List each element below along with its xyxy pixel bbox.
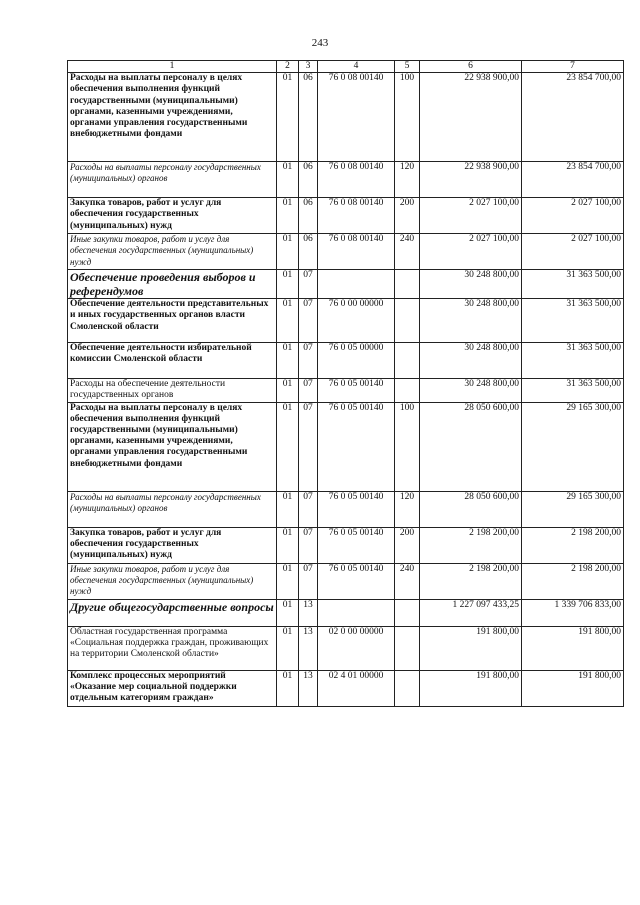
row-csr <box>318 599 395 626</box>
row-rz: 01 <box>277 491 299 527</box>
table-row <box>68 670 624 706</box>
row-sum-2: 31 363 500,00 <box>522 270 624 299</box>
row-pr: 07 <box>299 299 318 343</box>
header-col-6: 6 <box>420 61 522 73</box>
row-rz: 01 <box>277 402 299 491</box>
row-vr: 100 <box>395 402 420 491</box>
header-col-7: 7 <box>522 61 624 73</box>
row-sum-2: 29 165 300,00 <box>522 402 624 491</box>
row-vr <box>395 670 420 706</box>
row-sum-2: 2 027 100,00 <box>522 198 624 234</box>
row-sum-1: 30 248 800,00 <box>420 299 522 343</box>
table-row <box>68 402 624 491</box>
row-vr: 120 <box>395 491 420 527</box>
row-name: Иные закупки товаров, работ и услуг для обеспечения государственных (муниципальных) нужд <box>68 234 277 270</box>
row-rz: 01 <box>277 343 299 379</box>
table-row <box>68 73 624 162</box>
row-csr <box>318 270 395 299</box>
header-col-2: 2 <box>277 61 299 73</box>
row-sum-2: 23 854 700,00 <box>522 73 624 162</box>
row-vr <box>395 343 420 379</box>
row-sum-1: 28 050 600,00 <box>420 402 522 491</box>
row-pr: 06 <box>299 73 318 162</box>
row-sum-1: 28 050 600,00 <box>420 491 522 527</box>
row-sum-2: 2 027 100,00 <box>522 234 624 270</box>
row-rz: 01 <box>277 234 299 270</box>
row-csr: 76 0 08 00140 <box>318 162 395 198</box>
row-sum-1: 2 027 100,00 <box>420 198 522 234</box>
row-csr: 76 0 05 00140 <box>318 563 395 599</box>
row-sum-1: 2 198 200,00 <box>420 563 522 599</box>
row-rz: 01 <box>277 379 299 402</box>
row-name: Другие общегосударственные вопросы <box>68 599 277 626</box>
row-vr <box>395 626 420 670</box>
row-pr: 06 <box>299 198 318 234</box>
row-vr <box>395 599 420 626</box>
row-sum-2: 2 198 200,00 <box>522 563 624 599</box>
row-sum-1: 2 198 200,00 <box>420 527 522 563</box>
row-name: Расходы на выплаты персоналу в целях обеспечения выполнения функций государственными (муниципальными) органами, казенными учреждениями, органами управления государственными внебюджетными фондами <box>68 402 277 491</box>
row-csr: 76 0 00 00000 <box>318 299 395 343</box>
row-vr: 200 <box>395 527 420 563</box>
row-sum-2: 31 363 500,00 <box>522 299 624 343</box>
row-csr: 76 0 05 00140 <box>318 491 395 527</box>
table-row <box>68 162 624 198</box>
row-sum-1: 191 800,00 <box>420 670 522 706</box>
row-vr: 240 <box>395 563 420 599</box>
row-pr: 07 <box>299 527 318 563</box>
row-vr <box>395 379 420 402</box>
row-pr: 07 <box>299 379 318 402</box>
row-sum-1: 1 227 097 433,25 <box>420 599 522 626</box>
row-name: Обеспечение деятельности представительных и иных государственных органов власти Смоленской области <box>68 299 277 343</box>
row-sum-1: 22 938 900,00 <box>420 162 522 198</box>
row-name: Расходы на выплаты персоналу государственных (муниципальных) органов <box>68 491 277 527</box>
table-row <box>68 234 624 270</box>
row-sum-1: 22 938 900,00 <box>420 73 522 162</box>
table-row <box>68 563 624 599</box>
row-rz: 01 <box>277 299 299 343</box>
row-sum-2: 2 198 200,00 <box>522 527 624 563</box>
row-sum-2: 31 363 500,00 <box>522 379 624 402</box>
row-name: Расходы на выплаты персоналу государственных (муниципальных) органов <box>68 162 277 198</box>
page-number: 243 <box>311 37 329 49</box>
row-sum-2: 29 165 300,00 <box>522 491 624 527</box>
row-sum-2: 191 800,00 <box>522 626 624 670</box>
row-rz: 01 <box>277 162 299 198</box>
row-csr: 76 0 05 00140 <box>318 527 395 563</box>
row-rz: 01 <box>277 563 299 599</box>
header-col-4: 4 <box>318 61 395 73</box>
row-sum-2: 31 363 500,00 <box>522 343 624 379</box>
table-row <box>68 343 624 379</box>
row-pr: 06 <box>299 162 318 198</box>
row-name: Расходы на выплаты персоналу в целях обеспечения выполнения функций государственными (муниципальными) органами, казенными учреждениями, органами управления государственными внебюджетными фондами <box>68 73 277 162</box>
row-pr: 13 <box>299 626 318 670</box>
row-pr: 13 <box>299 670 318 706</box>
row-rz: 01 <box>277 527 299 563</box>
table-row <box>68 198 624 234</box>
row-rz: 01 <box>277 73 299 162</box>
header-col-5: 5 <box>395 61 420 73</box>
row-vr <box>395 299 420 343</box>
row-csr: 76 0 05 00000 <box>318 343 395 379</box>
row-sum-2: 23 854 700,00 <box>522 162 624 198</box>
row-sum-1: 30 248 800,00 <box>420 270 522 299</box>
row-sum-1: 30 248 800,00 <box>420 379 522 402</box>
row-sum-2: 1 339 706 833,00 <box>522 599 624 626</box>
row-csr: 76 0 08 00140 <box>318 73 395 162</box>
row-csr: 76 0 08 00140 <box>318 198 395 234</box>
row-name: Иные закупки товаров, работ и услуг для обеспечения государственных (муниципальных) нужд <box>68 563 277 599</box>
row-name: Комплекс процессных мероприятий «Оказание мер социальной поддержки отдельным категориям граждан» <box>68 670 277 706</box>
row-vr: 100 <box>395 73 420 162</box>
row-csr: 76 0 05 00140 <box>318 402 395 491</box>
table-row <box>68 270 624 299</box>
row-rz: 01 <box>277 670 299 706</box>
row-name: Закупка товаров, работ и услуг для обеспечения государственных (муниципальных) нужд <box>68 527 277 563</box>
row-name: Обеспечение деятельности избирательной комиссии Смоленской области <box>68 343 277 379</box>
table-row <box>68 491 624 527</box>
table-row <box>68 626 624 670</box>
row-vr <box>395 270 420 299</box>
row-vr: 240 <box>395 234 420 270</box>
row-csr: 02 4 01 00000 <box>318 670 395 706</box>
row-sum-1: 30 248 800,00 <box>420 343 522 379</box>
row-vr: 200 <box>395 198 420 234</box>
row-csr: 76 0 08 00140 <box>318 234 395 270</box>
budget-table <box>67 60 624 707</box>
row-pr: 07 <box>299 402 318 491</box>
row-vr: 120 <box>395 162 420 198</box>
row-pr: 07 <box>299 491 318 527</box>
row-rz: 01 <box>277 198 299 234</box>
header-row <box>68 61 624 73</box>
header-col-3: 3 <box>299 61 318 73</box>
row-pr: 07 <box>299 563 318 599</box>
row-name: Областная государственная программа «Социальная поддержка граждан, проживающих на территории Смоленской области» <box>68 626 277 670</box>
row-csr: 02 0 00 00000 <box>318 626 395 670</box>
table-row <box>68 599 624 626</box>
header-col-1: 1 <box>68 61 277 73</box>
row-csr: 76 0 05 00140 <box>318 379 395 402</box>
table-row <box>68 527 624 563</box>
row-sum-1: 2 027 100,00 <box>420 234 522 270</box>
row-sum-1: 191 800,00 <box>420 626 522 670</box>
row-name: Расходы на обеспечение деятельности государственных органов <box>68 379 277 402</box>
row-pr: 13 <box>299 599 318 626</box>
row-pr: 07 <box>299 343 318 379</box>
row-rz: 01 <box>277 270 299 299</box>
row-pr: 07 <box>299 270 318 299</box>
row-sum-2: 191 800,00 <box>522 670 624 706</box>
row-pr: 06 <box>299 234 318 270</box>
row-rz: 01 <box>277 599 299 626</box>
row-name: Обеспечение проведения выборов и референдумов <box>68 270 277 299</box>
row-name: Закупка товаров, работ и услуг для обеспечения государственных (муниципальных) нужд <box>68 198 277 234</box>
row-rz: 01 <box>277 626 299 670</box>
table-row <box>68 299 624 343</box>
table-row <box>68 379 624 402</box>
